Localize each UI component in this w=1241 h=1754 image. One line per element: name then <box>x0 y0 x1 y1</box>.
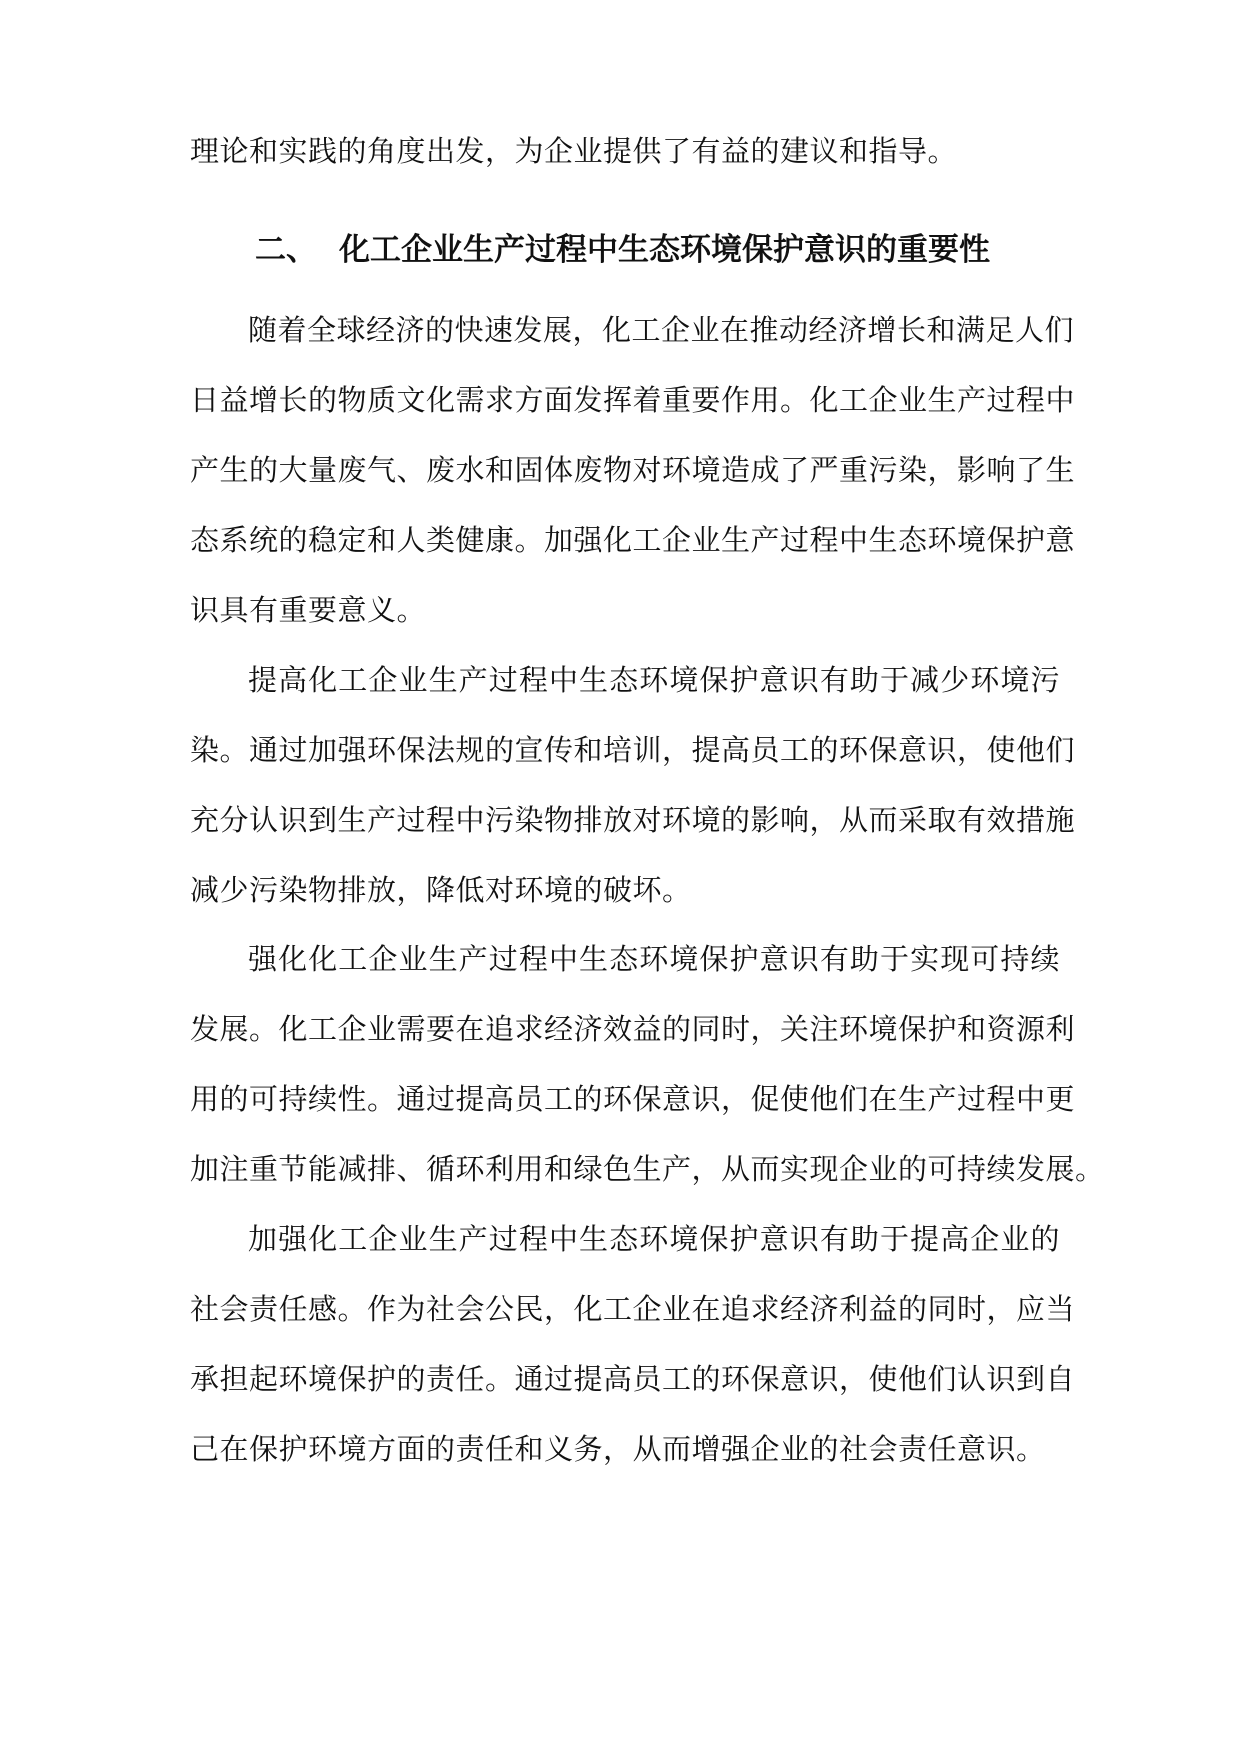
text-line: 提高化工企业生产过程中生态环境保护意识有助于减少环境污 <box>248 663 1060 697</box>
section-title: 化工企业生产过程中生态环境保护意识的重要性 <box>339 232 990 268</box>
text-line: 充分认识到生产过程中污染物排放对环境的影响，从而采取有效措施 <box>190 803 1076 837</box>
text-line: 减少污染物排放，降低对环境的破坏。 <box>190 873 692 907</box>
text-line: 用的可持续性。通过提高员工的环保意识，促使他们在生产过程中更 <box>190 1082 1076 1116</box>
section-heading <box>255 228 1055 272</box>
text-line: 产生的大量废气、废水和固体废物对环境造成了严重污染，影响了生 <box>190 453 1076 487</box>
text-line: 承担起环境保护的责任。通过提高员工的环保意识，使他们认识到自 <box>190 1362 1076 1396</box>
text-line: 识具有重要意义。 <box>190 593 427 627</box>
text-line: 加强化工企业生产过程中生态环境保护意识有助于提高企业的 <box>248 1222 1060 1256</box>
text-line: 发展。化工企业需要在追求经济效益的同时，关注环境保护和资源利 <box>190 1012 1076 1046</box>
section-number: 二、 <box>255 232 317 268</box>
text-line: 态系统的稳定和人类健康。加强化工企业生产过程中生态环境保护意 <box>190 523 1076 557</box>
text-line: 加注重节能减排、循环利用和绿色生产，从而实现企业的可持续发展。 <box>190 1152 1105 1186</box>
text-line: 社会责任感。作为社会公民，化工企业在追求经济利益的同时，应当 <box>190 1292 1076 1326</box>
text-line: 强化化工企业生产过程中生态环境保护意识有助于实现可持续 <box>248 942 1060 976</box>
text-line: 理论和实践的角度出发，为企业提供了有益的建议和指导。 <box>190 134 958 168</box>
text-line: 染。通过加强环保法规的宣传和培训，提高员工的环保意识，使他们 <box>190 733 1076 767</box>
text-line: 随着全球经济的快速发展，化工企业在推动经济增长和满足人们 <box>248 313 1075 347</box>
text-line: 己在保护环境方面的责任和义务，从而增强企业的社会责任意识。 <box>190 1432 1046 1466</box>
text-line: 日益增长的物质文化需求方面发挥着重要作用。化工企业生产过程中 <box>190 383 1076 417</box>
